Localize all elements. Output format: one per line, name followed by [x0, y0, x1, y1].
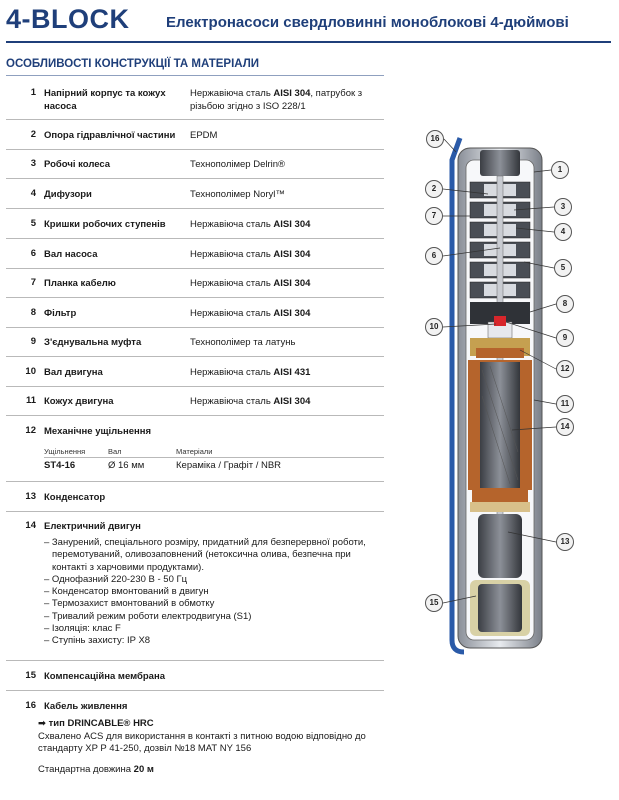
row-number: 2 [30, 129, 36, 140]
row-material: Нержавіюча сталь AISI 431 [190, 367, 311, 378]
row-component: Конденсатор [44, 492, 106, 503]
row-component: З'єднувальна муфта [44, 337, 142, 348]
row-number: 7 [30, 277, 36, 288]
row-component: Вал двигуна [44, 367, 103, 378]
callout-marker: 11 [556, 395, 574, 413]
seal-subrule [44, 457, 384, 458]
row-material: EPDM [190, 130, 218, 141]
row-divider [6, 297, 384, 298]
row-divider [6, 238, 384, 239]
callout-marker: 7 [425, 207, 443, 225]
row-number: 6 [30, 248, 36, 259]
row-number: 1 [30, 87, 36, 98]
row-component: Кабель живлення [44, 701, 128, 712]
materials-column-header: Матеріали [176, 447, 213, 456]
callout-marker: 8 [556, 295, 574, 313]
brand-title: 4-BLOCK [6, 4, 130, 34]
row-material: Технополімер та латунь [190, 337, 296, 348]
row-number: 16 [25, 700, 36, 711]
callout-marker: 3 [554, 198, 572, 216]
row-divider [6, 356, 384, 357]
callout-marker: 13 [556, 533, 574, 551]
callout-marker: 6 [425, 247, 443, 265]
row-number: 13 [25, 491, 36, 502]
row-number: 12 [25, 425, 36, 436]
row-number: 14 [25, 520, 36, 531]
row-divider [6, 481, 384, 482]
row-number: 15 [25, 670, 36, 681]
row-material: Нержавіюча сталь AISI 304 [190, 396, 311, 407]
row-divider [6, 149, 384, 150]
row-divider [6, 660, 384, 661]
shaft-value: Ø 16 мм [108, 460, 145, 471]
list-item: – Термозахист вмонтований в обмотку [44, 598, 215, 610]
row-component: Фільтр [44, 308, 77, 319]
row-component: Дифузори [44, 189, 92, 200]
row-component: Компенсаційна мембрана [44, 671, 165, 682]
row-component: Напірний корпус та кожух насоса [44, 88, 166, 112]
callout-marker: 15 [425, 594, 443, 612]
row-component: Вал насоса [44, 249, 98, 260]
motor-features-list [44, 537, 384, 648]
row-material: Нержавіюча сталь AISI 304, патрубок з різьбою згідно з ISO 228/1 [190, 88, 363, 112]
callout-marker: 14 [556, 418, 574, 436]
row-component: Механічне ущільнення [44, 426, 152, 437]
list-item: – Занурений, спеціального розміру, придатний для безперервної роботи, перемотуваний, оливозаповнений (нетоксична олива, безпечна при контакті з харчовими продуктами). [44, 537, 366, 573]
section-rule [6, 75, 384, 76]
list-item: – Тривалий режим роботи електродвигуна (S1) [44, 610, 252, 622]
callout-marker: 5 [554, 259, 572, 277]
list-item: – Ізоляція: клас F [44, 623, 121, 635]
callout-marker: 4 [554, 223, 572, 241]
row-number: 8 [30, 307, 36, 318]
row-divider [6, 511, 384, 512]
callout-marker: 1 [551, 161, 569, 179]
section-title: ОСОБЛИВОСТІ КОНСТРУКЦІЇ ТА МАТЕРІАЛИ [6, 58, 260, 70]
row-divider [6, 178, 384, 179]
row-number: 9 [30, 336, 36, 347]
callout-marker: 16 [426, 130, 444, 148]
row-number: 10 [25, 366, 36, 377]
row-divider [6, 386, 384, 387]
list-item: – Однофазний 220-230 В - 50 Гц [44, 573, 188, 585]
row-divider [6, 690, 384, 691]
cable-approval: Схвалено ACS для використання в контакті з питною водою відповідно до стандарту XP P 41-250, дозвіл №18 MAT NY 156 [38, 731, 366, 755]
row-material: Технополімер Delrin® [190, 159, 286, 170]
header-rule [6, 41, 611, 43]
list-item: – Конденсатор вмонтований в двигун [44, 586, 209, 598]
materials-value: Кераміка / Графіт / NBR [176, 460, 282, 471]
callout-marker: 12 [556, 360, 574, 378]
row-number: 3 [30, 158, 36, 169]
row-divider [6, 268, 384, 269]
row-component: Планка кабелю [44, 278, 116, 289]
row-number: 11 [25, 395, 36, 406]
row-material: Технополімер Noryl™ [190, 189, 285, 200]
row-divider [6, 415, 384, 416]
row-material: Нержавіюча сталь AISI 304 [190, 308, 311, 319]
row-component: Робочі колеса [44, 159, 111, 170]
row-material: Нержавіюча сталь AISI 304 [190, 219, 311, 230]
callout-marker: 10 [425, 318, 443, 336]
list-item: – Ступінь захисту: IP X8 [44, 635, 151, 647]
row-material: Нержавіюча сталь AISI 304 [190, 278, 311, 289]
row-number: 5 [30, 218, 36, 229]
cable-type: ➡ тип DRINCABLE® HRC [38, 718, 154, 729]
row-number: 4 [30, 188, 36, 199]
row-divider [6, 119, 384, 120]
callout-marker: 2 [425, 180, 443, 198]
row-component: Кожух двигуна [44, 396, 114, 407]
shaft-column-header: Вал [108, 447, 122, 456]
row-component: Кришки робочих ступенів [44, 219, 166, 230]
seal-value: ST4-16 [44, 460, 76, 471]
cable-length: Стандартна довжина 20 м [38, 764, 154, 775]
row-divider [6, 208, 384, 209]
seal-column-header: Ущільнення [44, 447, 86, 456]
row-component: Опора гідравлічної частини [44, 130, 176, 141]
row-material: Нержавіюча сталь AISI 304 [190, 249, 311, 260]
row-component: Електричний двигун [44, 521, 141, 532]
page-headline: Електронасоси свердловинні моноблокові 4-дюймові [166, 14, 569, 31]
callout-marker: 9 [556, 329, 574, 347]
row-divider [6, 327, 384, 328]
